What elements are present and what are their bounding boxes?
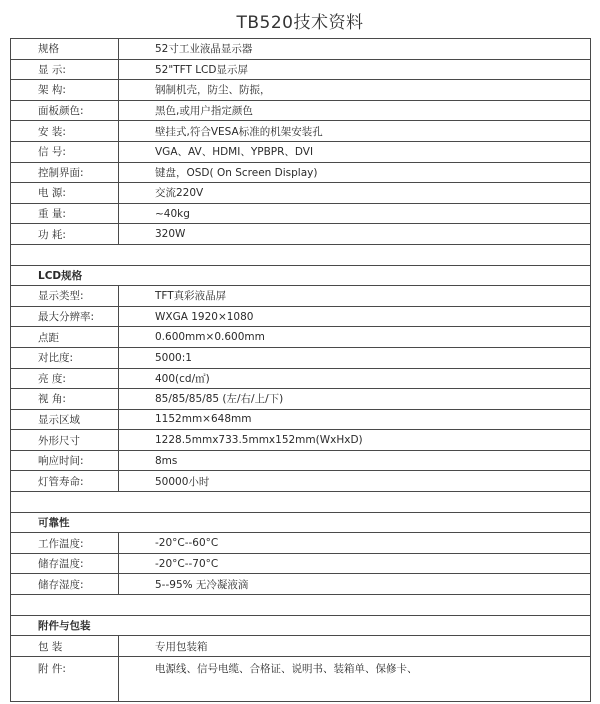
spec-label: 储存温度: <box>11 553 119 574</box>
spec-value: VGA、AV、HDMI、YPBPR、DVI <box>119 141 591 162</box>
spec-label: 显示类型: <box>11 286 119 307</box>
spec-value: 0.600mm×0.600mm <box>119 327 591 348</box>
spec-label: 响应时间: <box>11 450 119 471</box>
section-title: 可靠性 <box>11 512 591 533</box>
spec-row <box>11 574 591 595</box>
spec-label: 面板颜色: <box>11 100 119 121</box>
spec-value: -20°C--70°C <box>119 553 591 574</box>
spec-row <box>11 306 591 327</box>
spec-value: 52"TFT LCD显示屏 <box>119 59 591 80</box>
spec-label: 附 件: <box>11 656 119 701</box>
spec-row <box>11 59 591 80</box>
spec-row <box>11 636 591 657</box>
spec-value: 钢制机壳，防尘、防振， <box>119 80 591 101</box>
spec-value: 交流220V <box>119 183 591 204</box>
spec-row <box>11 409 591 430</box>
spacer-row <box>11 244 591 265</box>
spec-label: 最大分辨率: <box>11 306 119 327</box>
spec-row <box>11 39 591 60</box>
section-header-row <box>11 615 591 636</box>
spec-value: 专用包装箱 <box>119 636 591 657</box>
section-header-row <box>11 512 591 533</box>
spacer-row <box>11 492 591 513</box>
spec-value: WXGA 1920×1080 <box>119 306 591 327</box>
section-header-row <box>11 265 591 286</box>
spec-row <box>11 121 591 142</box>
spec-label: 工作温度: <box>11 533 119 554</box>
spec-row <box>11 100 591 121</box>
spec-label: 包 装 <box>11 636 119 657</box>
section-title: LCD规格 <box>11 265 591 286</box>
spec-label: 架 构: <box>11 80 119 101</box>
spec-row <box>11 368 591 389</box>
spec-row <box>11 203 591 224</box>
spec-value: 黑色,或用户指定颜色 <box>119 100 591 121</box>
spec-row <box>11 80 591 101</box>
spec-row <box>11 430 591 451</box>
spec-label: 显示区域 <box>11 409 119 430</box>
spec-value: 壁挂式,符合VESA标准的机架安装孔 <box>119 121 591 142</box>
spec-table-body <box>11 39 591 702</box>
spec-label: 电 源: <box>11 183 119 204</box>
spec-value: 1228.5mmx733.5mmx152mm(WxHxD) <box>119 430 591 451</box>
spec-label: 储存湿度: <box>11 574 119 595</box>
spec-row <box>11 656 591 701</box>
spec-row <box>11 183 591 204</box>
spec-label: 点距 <box>11 327 119 348</box>
spec-value: 320W <box>119 224 591 245</box>
spec-value: 电源线、信号电缆、合格证、说明书、装箱单、保修卡、 <box>119 656 591 701</box>
spec-row <box>11 389 591 410</box>
spacer-cell <box>11 595 591 616</box>
spec-row <box>11 347 591 368</box>
spec-row <box>11 471 591 492</box>
section-title: 附件与包装 <box>11 615 591 636</box>
spacer-row <box>11 595 591 616</box>
spec-row <box>11 286 591 307</box>
spec-value: 50000小时 <box>119 471 591 492</box>
spec-label: 显 示: <box>11 59 119 80</box>
spec-row <box>11 450 591 471</box>
spec-label: 视 角: <box>11 389 119 410</box>
spec-row <box>11 162 591 183</box>
spec-label: 重 量: <box>11 203 119 224</box>
spec-value: 键盘，OSD( On Screen Display) <box>119 162 591 183</box>
spec-row <box>11 533 591 554</box>
spec-value: 400(cd/㎡) <box>119 368 591 389</box>
spec-row <box>11 553 591 574</box>
spec-value: 85/85/85/85 (左/右/上/下) <box>119 389 591 410</box>
spec-value: ~40kg <box>119 203 591 224</box>
document-title: TB520技术资料 <box>236 13 364 33</box>
spacer-cell <box>11 492 591 513</box>
spec-value: 8ms <box>119 450 591 471</box>
spec-label: 亮 度: <box>11 368 119 389</box>
spec-value: -20°C--60°C <box>119 533 591 554</box>
spec-label: 灯管寿命: <box>11 471 119 492</box>
spec-value: 5--95% 无冷凝液滴 <box>119 574 591 595</box>
spec-row <box>11 224 591 245</box>
spec-value: 52寸工业液晶显示器 <box>119 39 591 60</box>
spec-label: 信 号: <box>11 141 119 162</box>
spec-label: 规格 <box>11 39 119 60</box>
spacer-cell <box>11 244 591 265</box>
spec-label: 对比度: <box>11 347 119 368</box>
spec-row <box>11 141 591 162</box>
spec-table <box>10 38 591 702</box>
spec-label: 外形尺寸 <box>11 430 119 451</box>
spec-value: 1152mm×648mm <box>119 409 591 430</box>
spec-label: 安 装: <box>11 121 119 142</box>
spec-row <box>11 327 591 348</box>
spec-value: TFT真彩液晶屏 <box>119 286 591 307</box>
spec-label: 控制界面: <box>11 162 119 183</box>
spec-label: 功 耗: <box>11 224 119 245</box>
spec-value: 5000:1 <box>119 347 591 368</box>
